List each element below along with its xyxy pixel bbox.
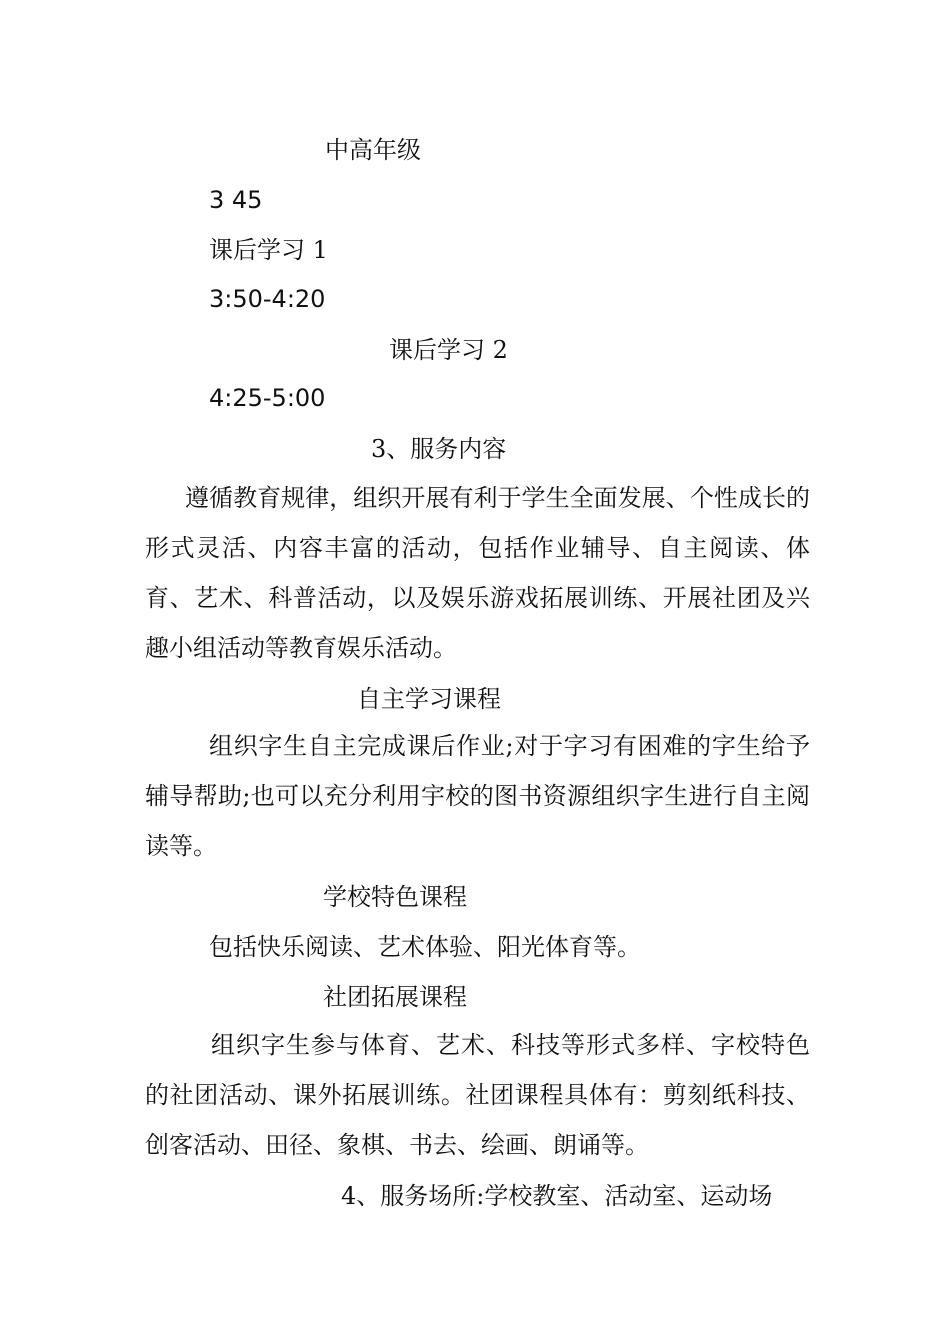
self-study-body: 组织字生自主完成课后作业;对于字习有困难的字生给予辅导帮助;也可以充分利用宇校的图书资源组织字生进行自主阅读等。 [145, 732, 810, 860]
time-slot-3: 4:25-5:00 [209, 384, 326, 412]
time-slot-1: 3 45 [209, 186, 263, 214]
featured-body: 包括快乐阅读、艺术体验、阳光体育等。 [209, 933, 641, 961]
self-study-heading: 自主学习课程 [357, 685, 501, 713]
time-slot-2: 3:50-4:20 [209, 285, 326, 313]
study-session-2: 课后学习 2 [389, 336, 508, 364]
section-3-heading: 3、服务内容 [371, 435, 507, 463]
clubs-body: 组织字生参与体育、艺术、科技等形式多样、字校特色的社团活动、课外拓展训练。社团课程具体有：剪刻纸科技、创客活动、田径、象棋、书去、绘画、朗诵等。 [145, 1031, 810, 1159]
featured-heading: 学校特色课程 [323, 883, 467, 911]
clubs-heading: 社团拓展课程 [323, 983, 467, 1011]
study-session-1: 课后学习 1 [209, 236, 328, 264]
grade-label: 中高年级 [325, 136, 421, 164]
section-3-body: 遵循教育规律，组织开展有利于学生全面发展、个性成长的形式灵活、内容丰富的活动，包括作业辅导、自主阅读、体育、艺术、科普活动，以及娱乐游戏拓展训练、开展社团及兴趣小组活动等教育娱乐活动。 [145, 484, 810, 662]
section-4-venue: 4、服务场所:学校教室、活动室、运动场 [341, 1182, 773, 1210]
